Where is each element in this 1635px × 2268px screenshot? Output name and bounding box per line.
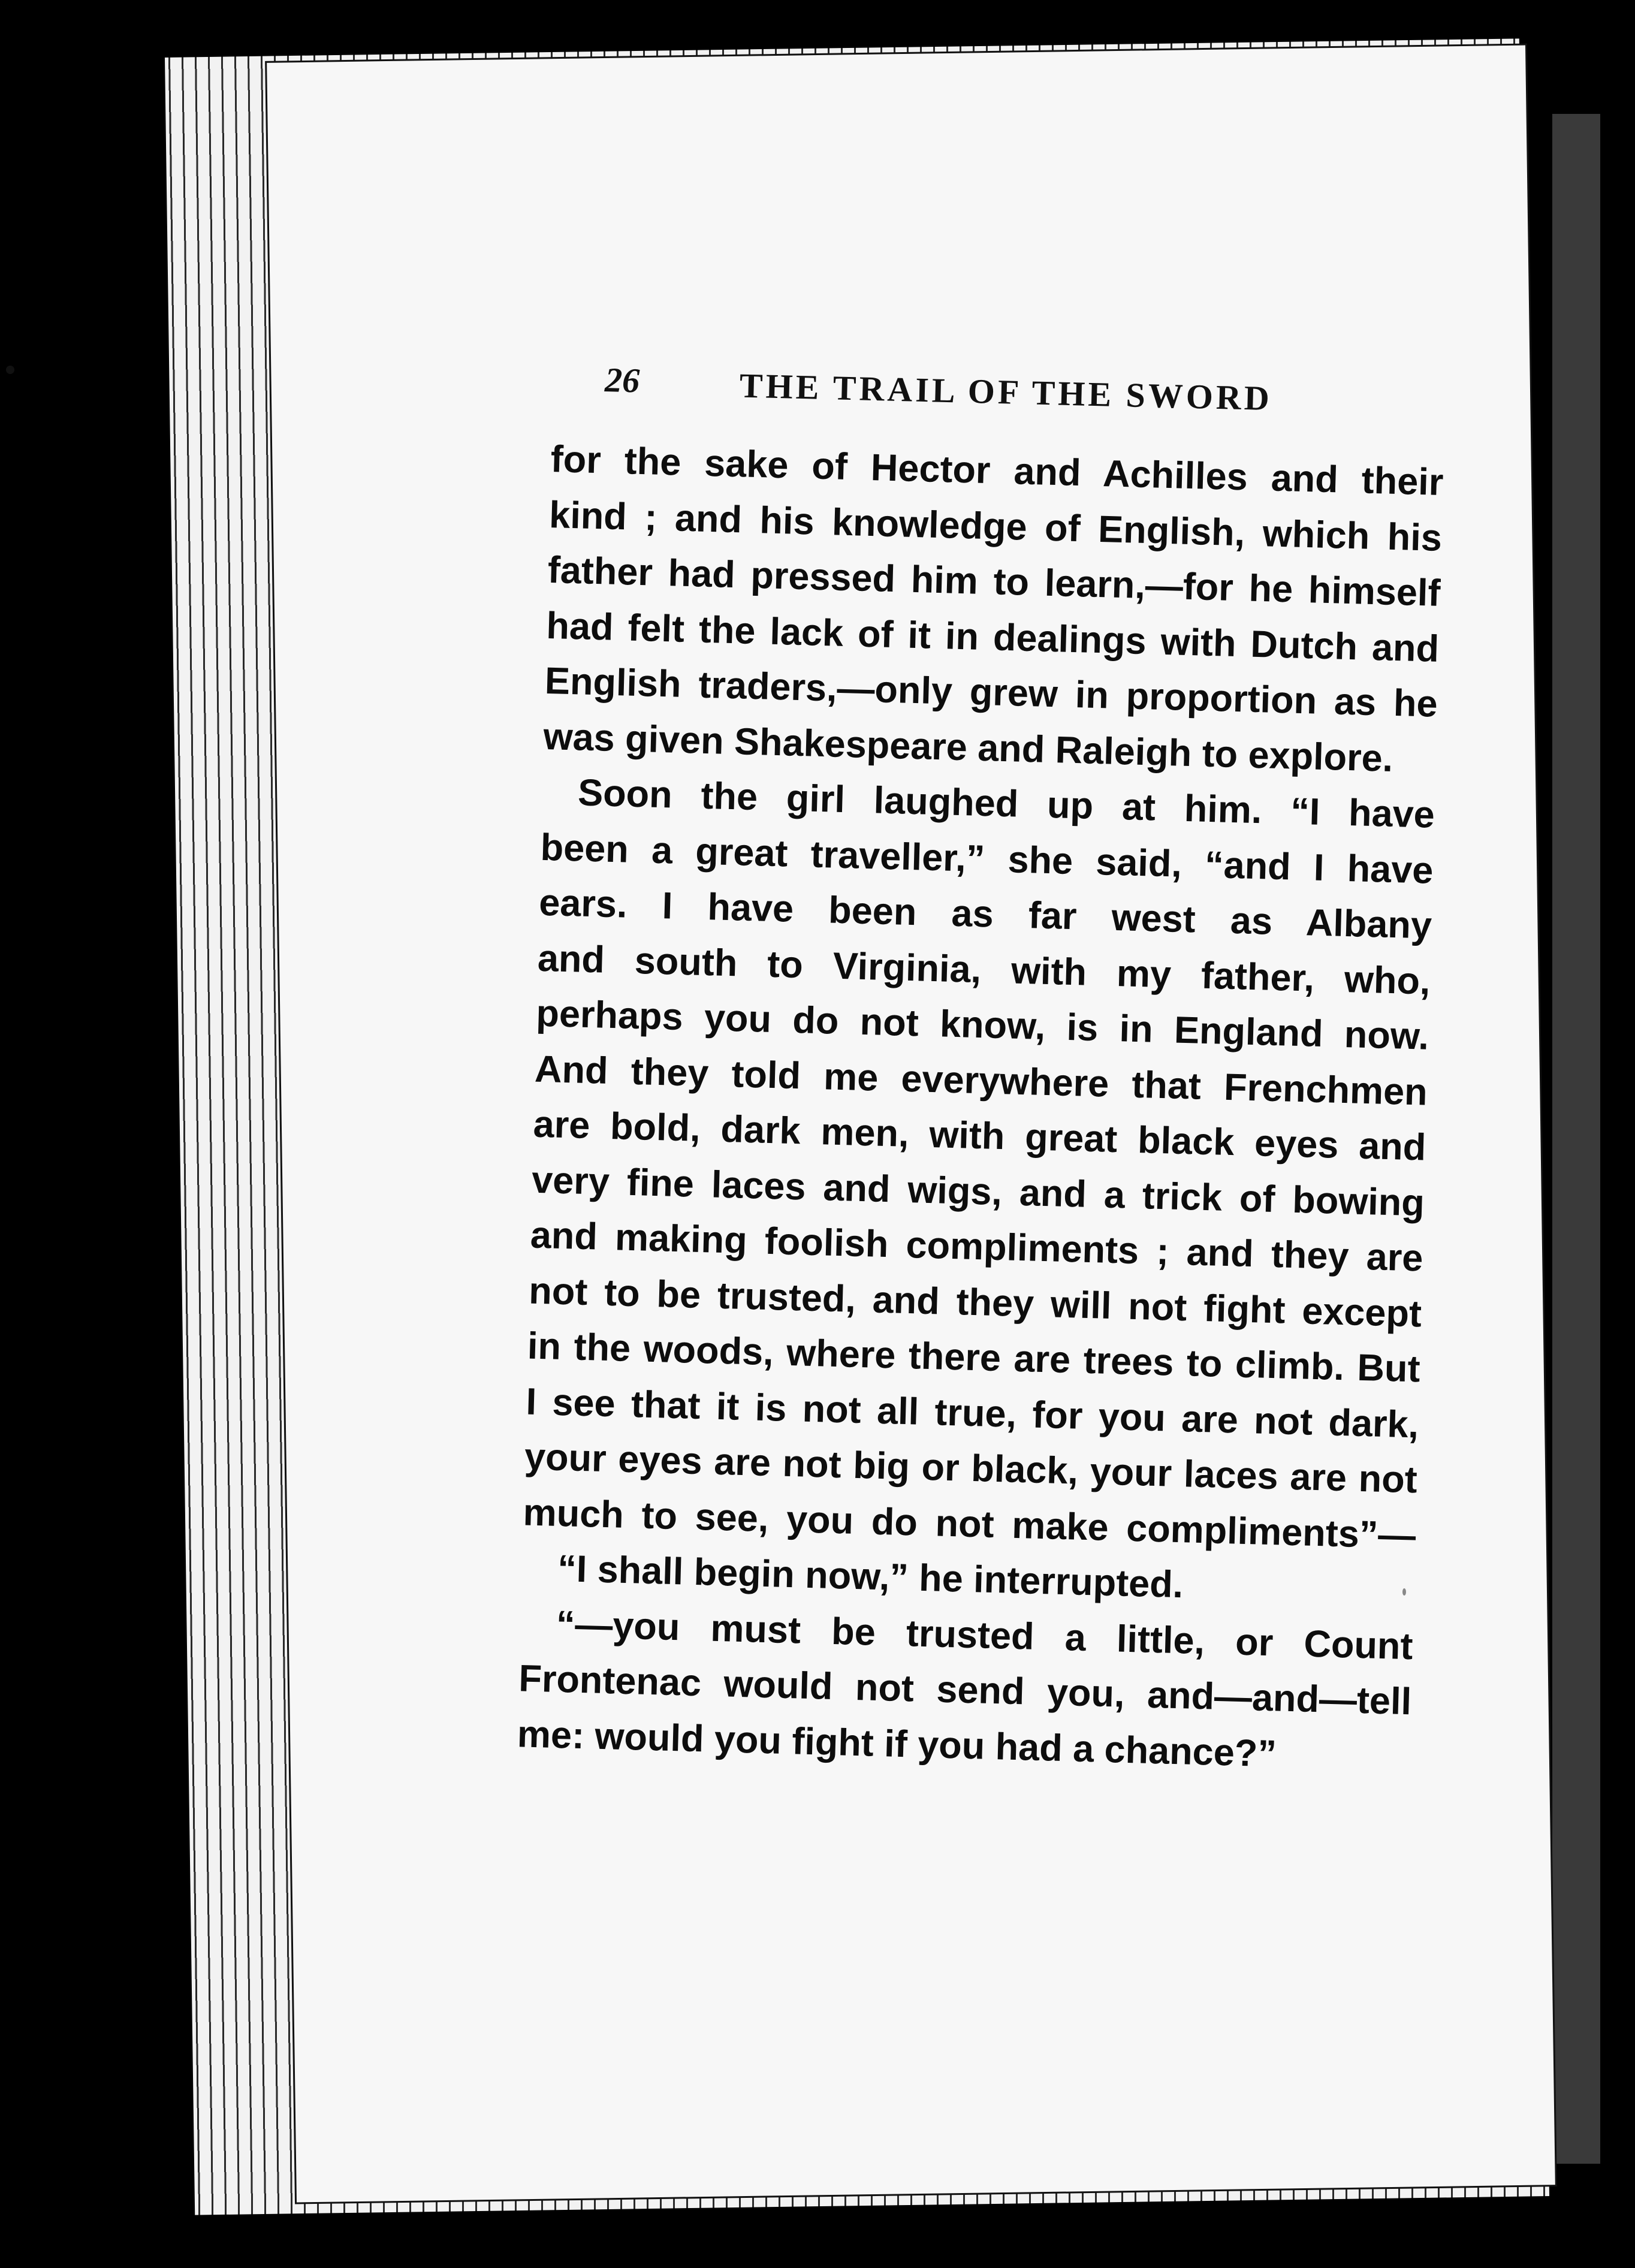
scan-speck [1402,1588,1406,1596]
text-line: Frontenac would not send you, and—and—tell [518,1657,1412,1723]
text-line: your eyes are not big or black, your laces are not [524,1435,1418,1501]
text-line: in the woods, where there are trees to climb. But [527,1325,1421,1391]
text-line: are bold, dark men, with great black eyes and [532,1103,1427,1169]
text-line: had felt the lack of it in dealings with Dutch and [545,604,1440,670]
text-line: perhaps you do not know, is in England now. [535,992,1429,1058]
text-line: And they told me everywhere that Frenchmen [534,1048,1428,1114]
text-line: Soon the girl laughed up at him. “I have [577,771,1435,836]
text-line: much to see, you do not make compliments”— [522,1491,1417,1557]
running-head: THE TRAIL OF THE SWORD [739,366,1273,418]
text-line: for the sake of Hector and Achilles and their [550,438,1444,503]
text-line: English traders,—only grew in proportion as he [544,659,1438,725]
text-line: very fine laces and wigs, and a trick of bowing [531,1159,1425,1225]
text-line: “I shall begin now,” he interrupted. [557,1547,1184,1606]
text-line: father had pressed him to learn,—for he himself [547,548,1441,614]
text-line: “—you must be trusted a little, or Count [556,1603,1414,1667]
text-line: and making foolish compliments ; and they are [529,1214,1424,1280]
text-line: not to be trusted, and they will not fight except [528,1269,1422,1335]
text-line: was given Shakespeare and Raleigh to explore. [542,715,1394,780]
text-line: ears. I have been as far west as Albany [538,881,1432,947]
text-line: and south to Virginia, with my father, who, [537,937,1431,1003]
text-line: kind ; and his knowledge of English, which his [548,493,1443,559]
text-line: me: would you fight if you had a chance?” [517,1712,1277,1775]
page-number: 26 [604,360,640,400]
text-line: been a great traveller,” she said, “and I have [539,826,1434,892]
scan-speck [6,366,14,374]
text-line: I see that it is not all true, for you are not dark, [525,1380,1420,1446]
body-text [515,432,1444,1821]
facing-page-edge [1552,114,1600,2164]
